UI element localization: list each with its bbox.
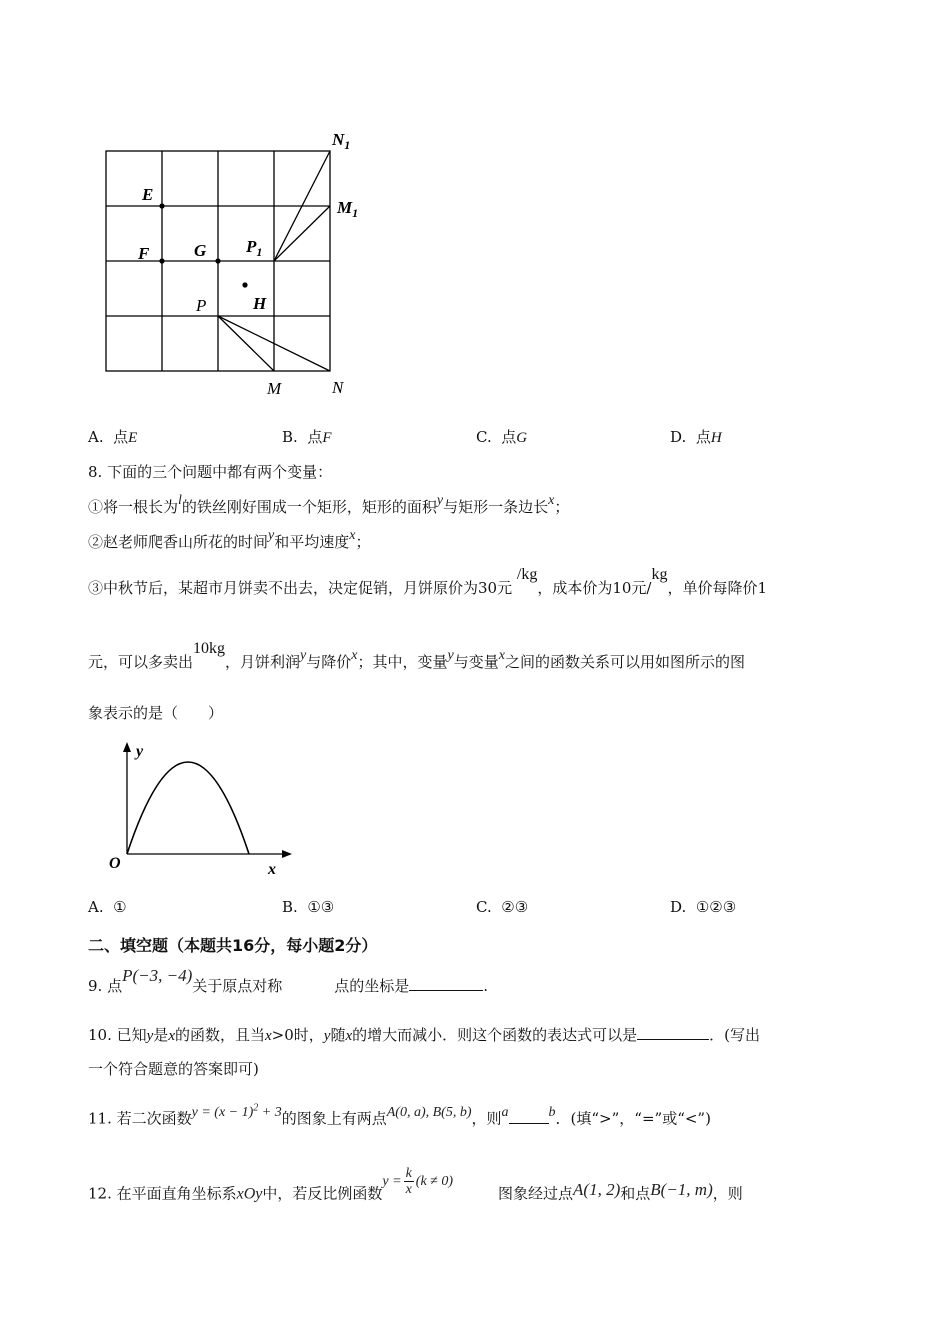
x-axis-label: x	[268, 861, 276, 878]
q8-item-2: ②赵老师爬香山所花的时间y和平均速度x；	[88, 528, 371, 551]
segment-p1-m1	[274, 206, 330, 261]
q8-item-3-line-3: 象表示的是（ ）	[88, 704, 224, 722]
point-e	[159, 203, 164, 208]
q8-item-1: ①将一根长为l的铁丝刚好围成一个矩形，矩形的面积y与矩形一条边长x；	[88, 493, 570, 516]
q10-answer-blank[interactable]	[637, 1024, 709, 1040]
parabola-curve	[127, 762, 249, 854]
label-m1: $M_1$	[337, 198, 359, 220]
label-p: P	[196, 296, 207, 315]
q12-function: y = $\frac{k}{x}$ (k ≠ 0)	[382, 1166, 454, 1197]
q10-line-2: 一个符合题意的答案即可)	[88, 1060, 259, 1078]
q8-option-c: C. ②③	[476, 898, 529, 916]
label-m: M	[267, 379, 282, 398]
point-h	[242, 282, 247, 287]
point-g	[215, 258, 220, 263]
q7-option-a: A. 点E	[88, 428, 138, 446]
segment-p-m	[218, 316, 274, 371]
label-g: G	[194, 241, 207, 260]
label-e: E	[142, 185, 154, 204]
q8-option-a: A. ①	[88, 898, 127, 916]
y-axis-arrow	[123, 742, 131, 752]
q7-option-d: D. 点H	[670, 428, 722, 446]
q11-answer-blank[interactable]	[509, 1108, 549, 1124]
q10-line-1: 10. 已知y是x的函数，且当x>0时，y随x的增大而减小．则这个函数的表达式可以是 ．(写出	[88, 1026, 761, 1044]
origin-label: O	[109, 855, 121, 872]
label-f: F	[138, 244, 150, 263]
q9: 9. 点P(−3, −4)关于原点对称 点的坐标是 .	[88, 966, 489, 995]
section-heading: 二、填空题（本题共16分，每小题2分）	[88, 936, 378, 955]
y-axis-label: y	[136, 743, 144, 760]
x-axis-arrow	[282, 850, 292, 858]
q8-item-3: ③中秋节后，某超市月饼卖不出去，决定促销，月饼原价为30元 /kg，成本价为10元/kg，单价每降价1	[88, 566, 768, 597]
q12: 12. 在平面直角坐标系xOy中，若反比例函数 y = $\frac{k}{x}$ (k ≠ 0) 图象经过点A(1, 2)和点B(−1, m)，则	[88, 1166, 743, 1203]
q11: 11. 若二次函数$y = (x - 1)^2 + 3$的图象上有两点A(0, a), B(5, b)，则a b．(填“>”，“=”或“<”)	[88, 1102, 711, 1128]
label-n1: $N_1$	[332, 130, 351, 152]
label-n: N	[332, 378, 344, 397]
q9-answer-blank[interactable]	[409, 975, 483, 991]
q8-option-b: B. ①③	[282, 898, 335, 916]
q8-option-d: D. ①②③	[670, 898, 737, 916]
label-p1: $P_1$	[246, 237, 263, 259]
point-f	[159, 258, 164, 263]
grid-figure	[96, 125, 376, 405]
q7-option-b: B. 点F	[282, 428, 332, 446]
label-h: H	[253, 294, 267, 313]
q7-option-c: C. 点G	[476, 428, 528, 446]
q8-stem: 8. 下面的三个问题中都有两个变量：	[88, 463, 333, 481]
q8-item-3-line-2: 元，可以多卖出10kg，月饼利润y与降价x；其中，变量y与变量x之间的函数关系可以用如图所示的图	[88, 640, 745, 671]
function-graph	[100, 740, 300, 880]
